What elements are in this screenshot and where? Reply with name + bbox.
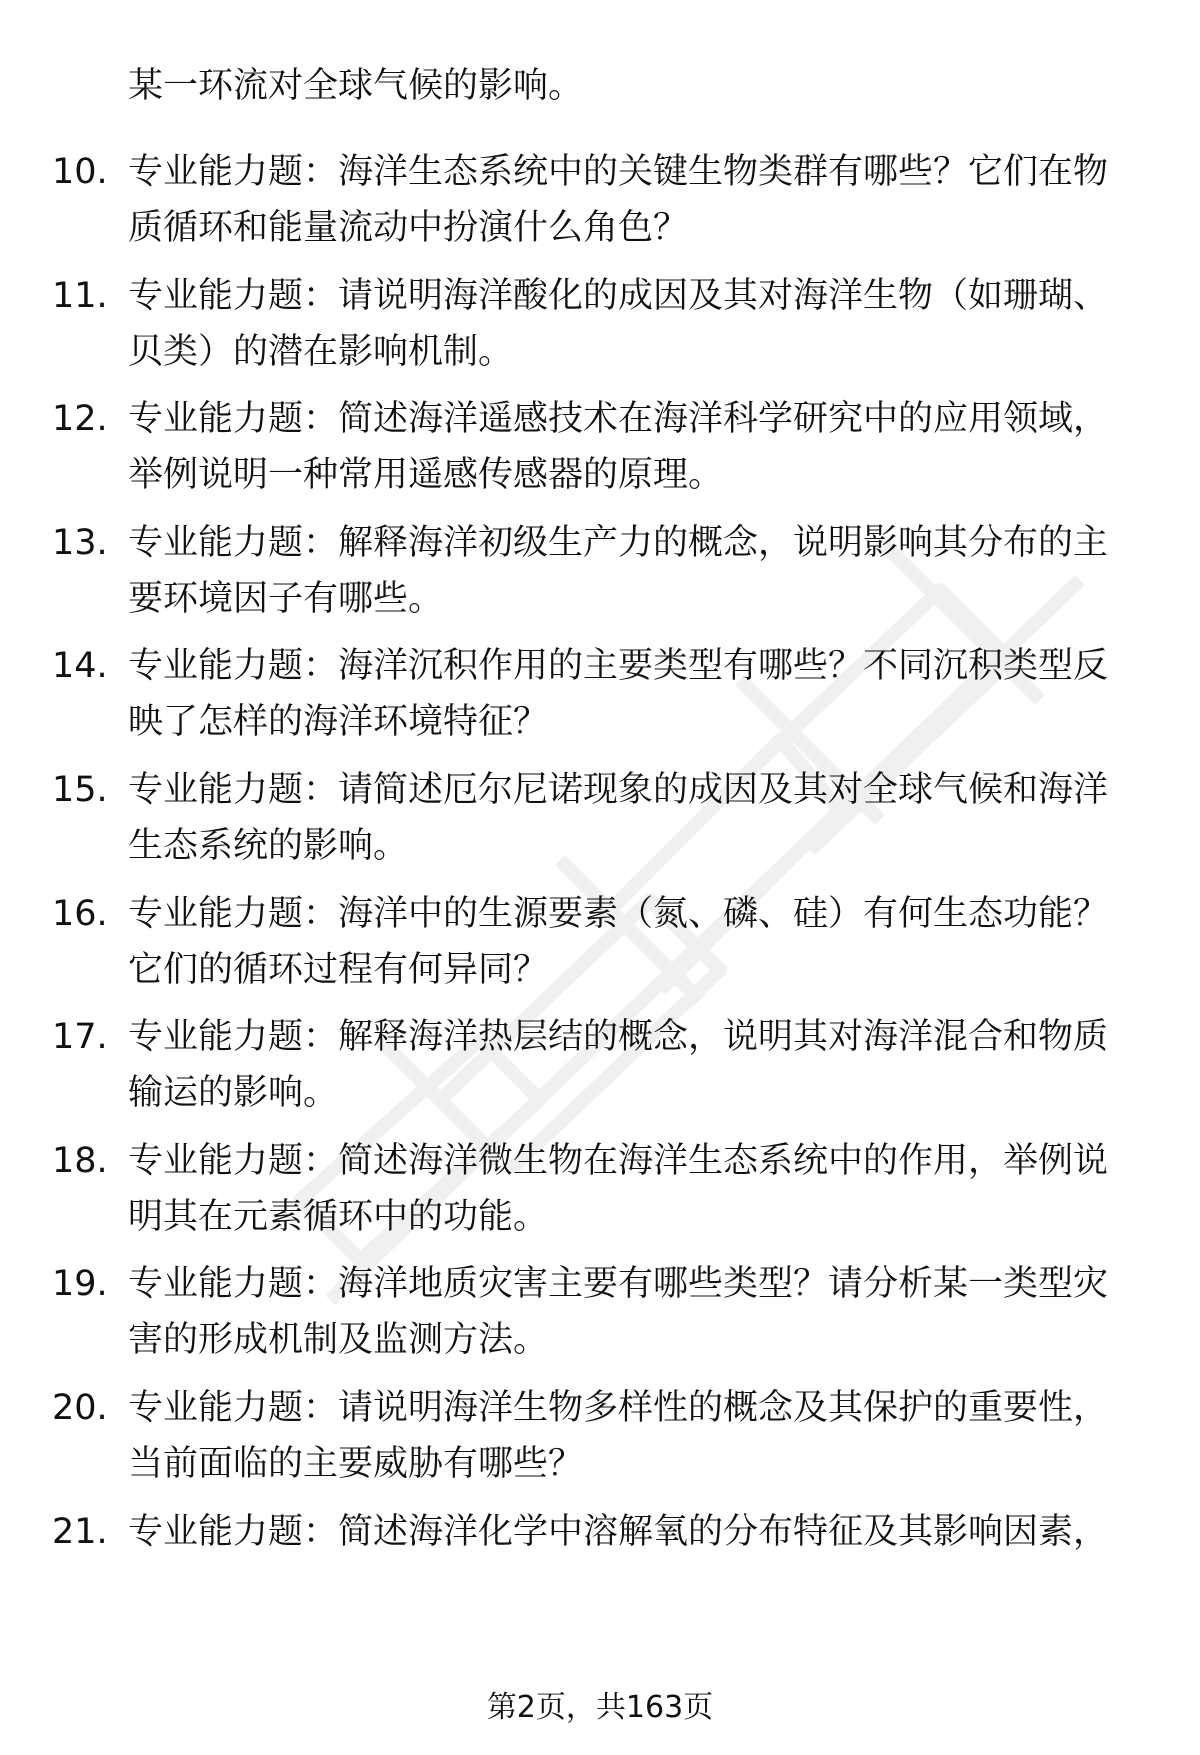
question-number: 11. — [52, 275, 108, 316]
question-text-line: 专业能力题：海洋中的生源要素（氮、磷、硅）有何生态功能？ — [128, 893, 1109, 934]
question-text-line: 专业能力题：简述海洋化学中溶解氧的分布特征及其影响因素， — [128, 1511, 1109, 1552]
question-text-line: 专业能力题：请说明海洋生物多样性的概念及其保护的重要性， — [128, 1387, 1109, 1428]
question-item — [0, 268, 1200, 392]
continuation-line: 某一环流对全球气候的影响。 — [128, 66, 584, 106]
question-text-line: 专业能力题：海洋生态系统中的关键生物类群有哪些？它们在物 — [128, 152, 1109, 192]
question-item — [0, 1256, 1200, 1380]
question-item — [0, 515, 1200, 639]
question-number: 18. — [52, 1140, 108, 1181]
question-text-line: 质循环和能量流动中扮演什么角色？ — [128, 208, 689, 248]
question-item — [0, 144, 1200, 268]
question-text-line: 专业能力题：简述海洋微生物在海洋生态系统中的作用，举例说 — [128, 1140, 1109, 1181]
question-list — [0, 144, 1200, 1627]
question-item — [0, 886, 1200, 1010]
question-text-line: 它们的循环过程有何异同？ — [128, 949, 549, 990]
question-text-line: 专业能力题：海洋地质灾害主要有哪些类型？请分析某一类型灾 — [128, 1264, 1109, 1305]
question-number: 14. — [52, 646, 108, 687]
question-number: 15. — [52, 769, 108, 810]
page-footer: 第2页，共163页 — [486, 1690, 714, 1725]
question-item — [0, 1009, 1200, 1133]
question-text-line: 当前面临的主要威胁有哪些？ — [128, 1443, 584, 1484]
question-number: 21. — [52, 1511, 108, 1552]
question-text-line: 专业能力题：解释海洋初级生产力的概念，说明影响其分布的主 — [128, 522, 1109, 563]
question-item — [0, 638, 1200, 762]
question-item — [0, 1504, 1200, 1628]
question-text-line: 专业能力题：简述海洋遥感技术在海洋科学研究中的应用领域， — [128, 399, 1109, 440]
question-item — [0, 1133, 1200, 1257]
question-text-line: 要环境因子有哪些。 — [128, 578, 444, 619]
question-item — [0, 391, 1200, 515]
question-text-line: 输运的影响。 — [128, 1073, 339, 1114]
question-number: 19. — [52, 1264, 108, 1305]
question-number: 20. — [52, 1387, 108, 1428]
question-item — [0, 1380, 1200, 1504]
question-text-line: 明其在元素循环中的功能。 — [128, 1196, 549, 1237]
question-number: 16. — [52, 893, 108, 934]
question-number: 10. — [52, 152, 108, 192]
question-text-line: 专业能力题：请说明海洋酸化的成因及其对海洋生物（如珊瑚、 — [128, 275, 1109, 316]
question-number: 17. — [52, 1017, 108, 1058]
question-number: 13. — [52, 522, 108, 563]
question-text-line: 举例说明一种常用遥感传感器的原理。 — [128, 455, 724, 496]
question-number: 12. — [52, 399, 108, 440]
question-text-line: 贝类）的潜在影响机制。 — [128, 331, 514, 372]
question-item — [0, 762, 1200, 886]
question-text-line: 专业能力题：解释海洋热层结的概念，说明其对海洋混合和物质 — [128, 1017, 1109, 1058]
question-text-line: 专业能力题：海洋沉积作用的主要类型有哪些？不同沉积类型反 — [128, 646, 1109, 687]
question-text-line: 映了怎样的海洋环境特征？ — [128, 702, 549, 743]
question-text-line: 害的形成机制及监测方法。 — [128, 1320, 549, 1361]
question-text-line: 专业能力题：请简述厄尔尼诺现象的成因及其对全球气候和海洋 — [128, 769, 1109, 810]
question-text-line: 生态系统的影响。 — [128, 825, 409, 866]
